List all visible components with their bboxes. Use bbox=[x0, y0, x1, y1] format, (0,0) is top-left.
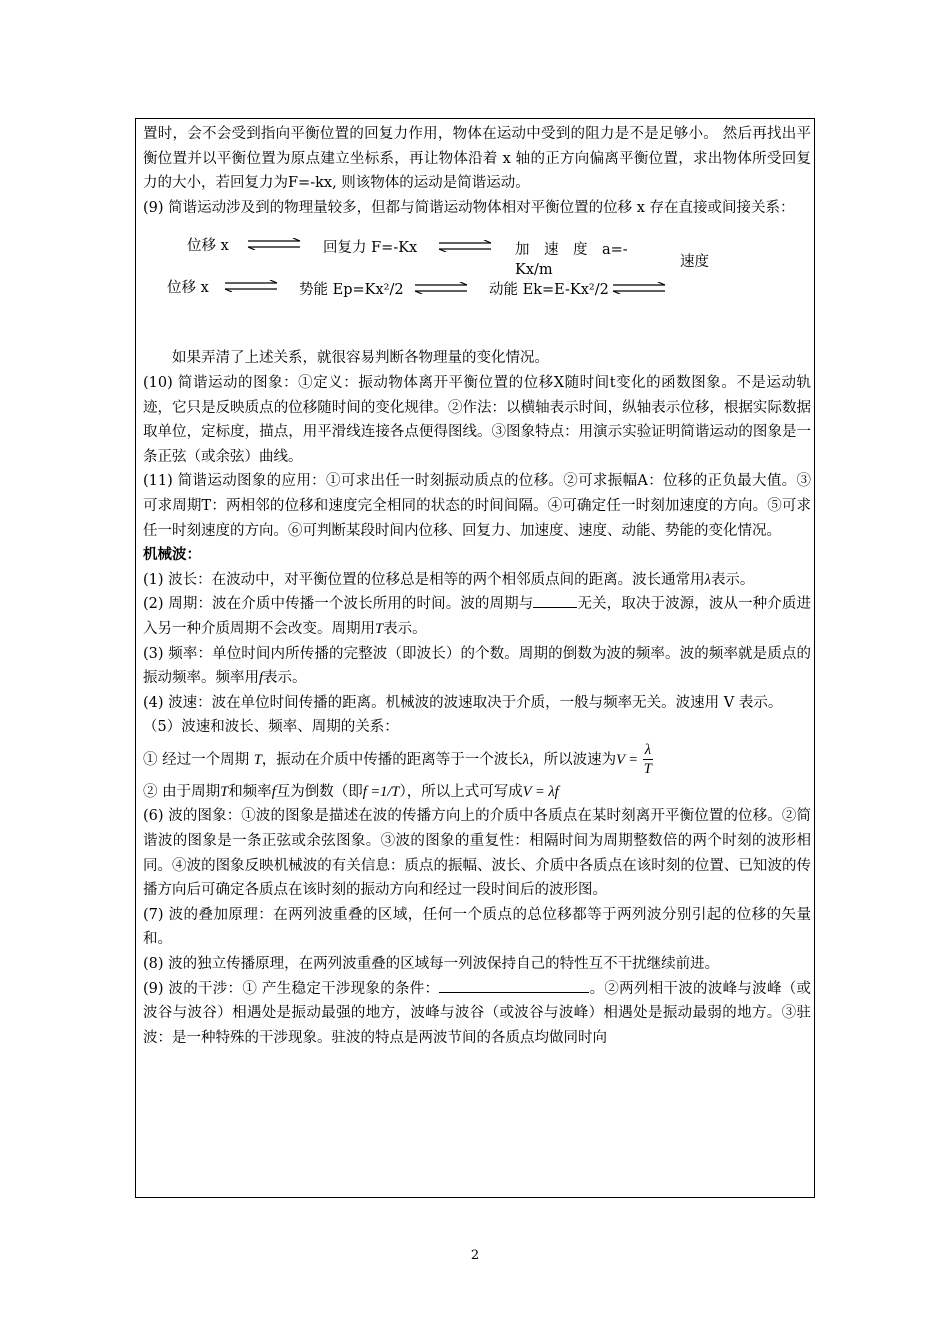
relation-diagram bbox=[143, 220, 811, 340]
wave-item-7: (7) 波的叠加原理：在两列波重叠的区域，任何一个质点的总位移都等于两列波分别引起的位移的矢量和。 bbox=[143, 906, 811, 948]
diagram-potential-energy: 势能 Ep=Kx²/2 bbox=[299, 282, 404, 299]
wave-item-4: (4) 波速：波在单位时间传播的距离。机械波的波速取决于介质，一般与频率无关。波速用 V 表示。 bbox=[143, 694, 783, 711]
wave-item-9: (9) 波的干涉：① 产生稳定干涉现象的条件： 。②两列相干波的波峰与波峰（或波谷与波谷）相遇处是振动最强的地方，波峰与波谷（或波谷与波峰）相遇处是振动最弱的地方。③驻波：是一种特殊的干涉现象。驻波的特点是两波节间的各质点均做同时向 bbox=[143, 980, 811, 1046]
fill-blank bbox=[533, 607, 577, 608]
wave-item-6: (6) 波的图象：①波的图象是描述在波的传播方向上的介质中各质点在某时刻离开平衡位置的位移。②简谐波的图象是一条正弦或余弦图象。③波的图象的重复性：相隔时间为周期整数倍的两个时刻的波形相同。④波的图象反映机械波的有关信息：质点的振幅、波长、介质中各质点在该时刻的位置、已知波的传播方向后可确定各质点在该时刻的振动方向和经过一段时间后的波形图。 bbox=[143, 808, 811, 899]
wave-item-3: (3) 频率：单位时间内所传播的完整波（即波长）的个数。周期的倒数为波的频率。波的频率就是质点的振动频率。频率用f表示。 bbox=[143, 645, 811, 687]
diagram-restoring-force: 回复力 F=-Kx bbox=[323, 240, 418, 257]
paragraph-11: (11) 简谐运动图象的应用：①可求出任一时刻振动质点的位移。②可求振幅A：位移的正负最大值。③可求周期T：两相邻的位移和速度完全相同的状态的时间间隔。④可确定任一时刻加速度的方向。⑤可求任一时刻速度的方向。⑥可判断某段时间内位移、回复力、加速度、速度、动能、势能的变化情况。 bbox=[143, 473, 811, 539]
paragraph-intro: 置时，会不会受到指向平衡位置的回复力作用，物体在运动中受到的阻力是不是足够小。 然后再找出平衡位置并以平衡位置为原点建立坐标系，再让物体沿着 x 轴的正方向偏离平衡位置，求出物体所受回复力的大小，若回复力为F=-kx, 则该物体的运动是简谐运动。 bbox=[143, 126, 811, 192]
double-arrow-icon bbox=[413, 282, 469, 294]
double-arrow-icon bbox=[611, 282, 667, 294]
double-arrow-icon bbox=[437, 240, 493, 252]
diagram-displacement-2: 位移 x bbox=[167, 280, 209, 297]
diagram-kinetic-energy: 动能 Ek=E-Kx²/2 bbox=[489, 282, 609, 299]
fill-blank bbox=[439, 992, 589, 993]
lambda-symbol: λ bbox=[704, 571, 711, 588]
heading-mechanical-wave: 机械波： bbox=[143, 546, 201, 564]
diagram-acceleration-2: Kx/m bbox=[515, 262, 553, 279]
wave-item-2: (2) 周期：波在介质中传播一个波长所用的时间。波的周期与 无关，取决于波源，波从一种介质进入另一种介质周期不会改变。周期用T表示。 bbox=[143, 596, 811, 637]
paragraph-10: (10) 简谐运动的图象：①定义：振动物体离开平衡位置的位移X随时间t变化的函数图象。不是运动轨迹，它只是反映质点的位移随时间的变化规律。②作法：以横轴表示时间，纵轴表示位移，根据实际数据取单位，定标度，描点，用平滑线连接各点便得图线。③图象特点：用演示实验证明简谐运动的图象是一条正弦（或余弦）曲线。 bbox=[143, 374, 811, 465]
double-arrow-icon bbox=[246, 238, 302, 250]
wave-item-1: (1) 波长：在波动中，对平衡位置的位移总是相等的两个相邻质点间的距离。波长通常用λ表示。 bbox=[143, 571, 755, 588]
fraction-lambda-over-T: $\frac{\lambda}{T}$ bbox=[643, 742, 652, 778]
page-number: 2 bbox=[470, 1248, 480, 1263]
diagram-acceleration: 加 速 度 a=- bbox=[515, 242, 628, 259]
diagram-velocity: 速度 bbox=[680, 254, 709, 271]
double-arrow-icon bbox=[223, 280, 279, 292]
wave-item-5: （5）波速和波长、频率、周期的关系： bbox=[143, 719, 399, 736]
page-content bbox=[143, 122, 811, 1050]
paragraph-9: (9) 简谐运动涉及到的物理量较多，但都与简谐运动物体相对平衡位置的位移 x 存在直接或间接关系： bbox=[143, 199, 795, 216]
wave-item-5a: ① 经过一个周期 T，振动在介质中传播的距离等于一个波长λ，所以波速为V = $\frac{\lambda}{T}$ bbox=[143, 742, 652, 778]
wave-item-5b: ② 由于周期T和频率f互为倒数（即f =1/T），所以上式可写成V = λf bbox=[143, 783, 559, 800]
diagram-displacement-1: 位移 x bbox=[187, 238, 229, 255]
paragraph-after-diagram: 如果弄清了上述关系，就很容易判断各物理量的变化情况。 bbox=[172, 350, 549, 367]
wave-item-8: (8) 波的独立传播原理，在两列波重叠的区域每一列波保持自己的特性互不干扰继续前进。 bbox=[143, 956, 720, 973]
